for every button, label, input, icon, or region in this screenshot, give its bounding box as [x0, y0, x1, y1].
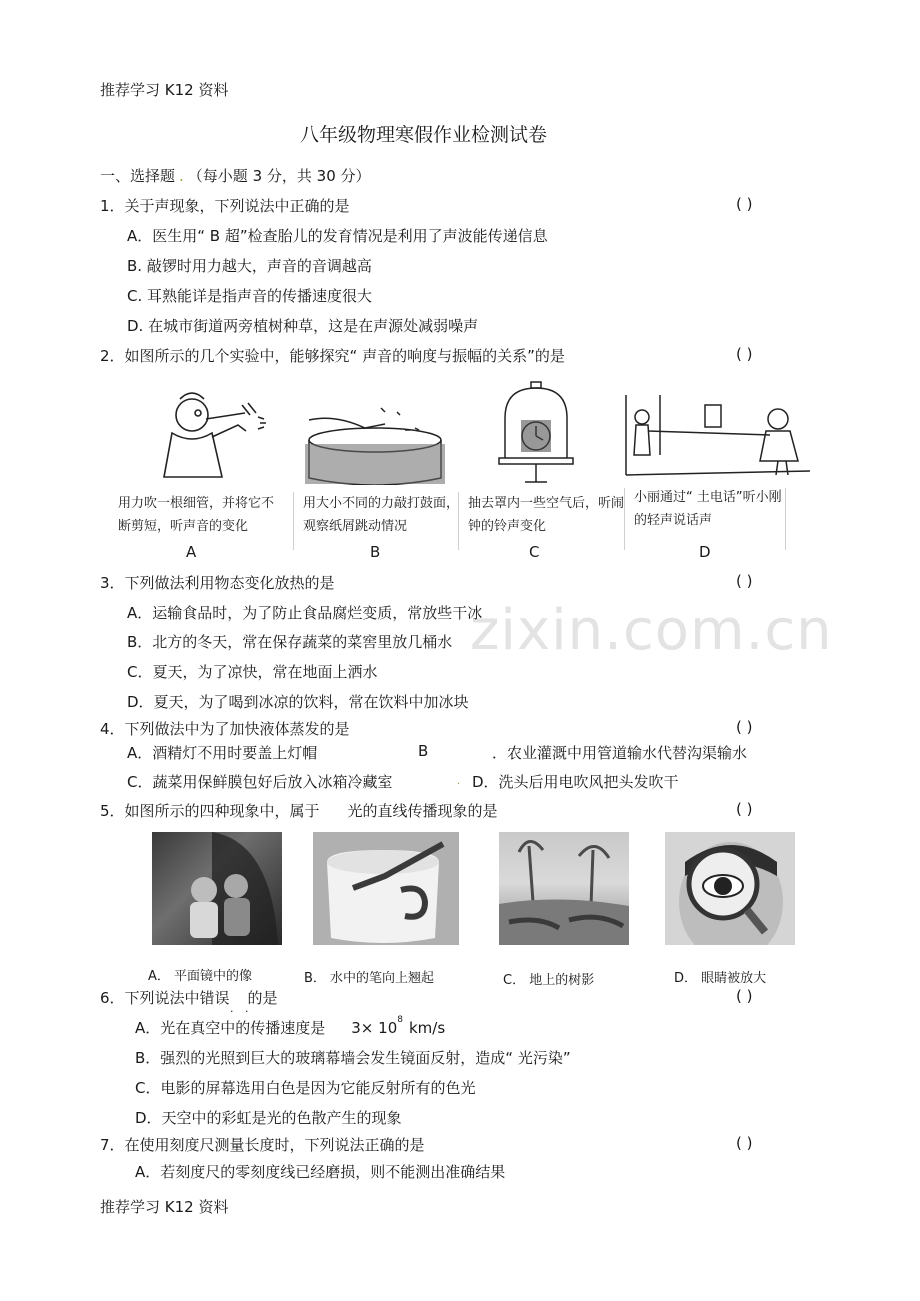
- q7-option-a: A．若刻度尺的零刻度线已经磨损，则不能测出准确结果: [135, 1163, 506, 1181]
- q5-answer-bracket: ( ): [736, 800, 753, 818]
- q4-answer-bracket: ( ): [736, 718, 753, 736]
- section-dot: .: [179, 167, 184, 185]
- q3-option-d: D．夏天，为了喝到冰凉的饮料，常在饮料中加冰块: [127, 693, 469, 711]
- q6-option-b: B．强烈的光照到巨大的玻璃幕墙会发生镜面反射，造成“ 光污染”: [135, 1049, 571, 1067]
- q6-option-c: C．电影的屏幕选用白色是因为它能反射所有的色光: [135, 1079, 476, 1097]
- q5-caption-c: C． 地上的树影: [503, 973, 595, 988]
- q2-figure-c-bell-jar: [495, 378, 577, 486]
- section-heading: [100, 165, 371, 186]
- q4-option-b: ．农业灌溉中用管道输水代替沟渠输水: [492, 744, 748, 762]
- q2-caption-d: 小丽通过“ 土电话”听小刚的轻声说话声: [634, 490, 782, 528]
- caption-divider: [293, 492, 294, 550]
- q4-stem: 4．下列做法中为了加快液体蒸发的是: [100, 720, 350, 738]
- page-header: 推荐学习 K12 资料: [100, 81, 229, 99]
- q5-stem-part2: 光的直线传播现象的是: [347, 802, 498, 820]
- q5-photo-d-magnifier: [665, 832, 795, 945]
- q2-label-d: D: [699, 543, 711, 561]
- q2-figure-b-drum: [305, 400, 445, 485]
- q5-stem-part1: 5．如图所示的四种现象中，属于: [100, 802, 320, 820]
- q2-figure-a-blowing-tube: [150, 385, 275, 485]
- q5-photo-c-tree-shadows: [499, 832, 629, 945]
- q5-caption-d: D． 眼睛被放大: [674, 971, 767, 986]
- q1-option-c: C. 耳熟能详是指声音的传播速度很大: [127, 287, 373, 305]
- watermark: zixin.com.cn: [470, 598, 833, 663]
- section-note: （每小题 3 分，共 30 分）: [187, 167, 371, 185]
- q2-caption-b: 用大小不同的力敲打鼓面，观察纸屑跳动情况: [303, 496, 460, 534]
- q6-option-d: D．天空中的彩虹是光的色散产生的现象: [135, 1109, 402, 1127]
- q1-option-d: D. 在城市街道两旁植树种草，这是在声源处减弱噪声: [127, 317, 479, 335]
- q2-caption-a: 用力吹一根细管，并将它不断剪短，听声音的变化: [118, 496, 275, 534]
- q4-option-b-letter: B: [418, 742, 429, 760]
- q2-label-a: A: [186, 543, 197, 561]
- q1-option-b: B. 敲锣时用力越大，声音的音调越高: [127, 257, 372, 275]
- q3-option-b: B．北方的冬天，常在保存蔬菜的菜窖里放几桶水: [127, 633, 453, 651]
- q6-stem-part1: 6．下列说法中错误: [100, 989, 230, 1007]
- q2-answer-bracket: ( ): [736, 345, 753, 363]
- q5-caption-a: A． 平面镜中的像: [148, 969, 253, 984]
- q3-option-c: C．夏天，为了凉快，常在地面上洒水: [127, 663, 378, 681]
- q1-stem: 1．关于声现象，下列说法中正确的是: [100, 197, 350, 215]
- q6-option-a-number: 3× 10: [351, 1019, 398, 1037]
- q4-option-d: D．洗头后用电吹风把头发吹干: [472, 773, 679, 791]
- page-footer: 推荐学习 K12 资料: [100, 1198, 229, 1216]
- section-heading-label: 一、选择题: [100, 167, 176, 185]
- q3-option-a: A．运输食品时，为了防止食品腐烂变质，常放些干冰: [127, 604, 483, 622]
- q4-option-c: C．蔬菜用保鲜膜包好后放入冰箱冷藏室: [127, 773, 393, 791]
- caption-divider: [785, 488, 786, 550]
- q7-answer-bracket: ( ): [736, 1134, 753, 1152]
- q2-figure-d-string-phone: [620, 395, 810, 480]
- q5-caption-b: B． 水中的笔向上翘起: [304, 971, 435, 986]
- q6-option-a-exponent: 8: [397, 1015, 403, 1025]
- page-title: 八年级物理寒假作业检测试卷: [300, 124, 548, 146]
- q2-stem: 2．如图所示的几个实验中，能够探究“ 声音的响度与振幅的关系”的是: [100, 347, 565, 365]
- q6-option-a-text: A．光在真空中的传播速度是: [135, 1019, 326, 1037]
- q1-option-a: A．医生用“ B 超”检查胎儿的发育情况是利用了声波能传递信息: [127, 227, 548, 245]
- q3-stem: 3．下列做法利用物态变化放热的是: [100, 574, 335, 592]
- q4-option-a: A．酒精灯不用时要盖上灯帽: [127, 744, 318, 762]
- q5-photo-b-pen-in-water: [313, 832, 459, 945]
- q3-answer-bracket: ( ): [736, 572, 753, 590]
- q6-stem-part2: 的是: [247, 989, 278, 1007]
- q1-answer-bracket: ( ): [736, 195, 753, 213]
- q2-label-b: B: [370, 543, 381, 561]
- q6-option-a-unit: km/s: [408, 1019, 446, 1037]
- q7-stem: 7．在使用刻度尺测量长度时，下列说法正确的是: [100, 1136, 425, 1154]
- q6-answer-bracket: ( ): [736, 987, 753, 1005]
- q5-photo-a-mirror: [152, 832, 282, 945]
- q5-stem: [100, 800, 498, 821]
- q4-dot-mark: .: [457, 776, 461, 787]
- q6-option-a: [135, 1017, 445, 1038]
- q6-emphasis-dots: . .: [230, 1002, 253, 1015]
- q2-label-c: C: [529, 543, 540, 561]
- q2-caption-c: 抽去罩内一些空气后，听闹钟的铃声变化: [468, 496, 625, 534]
